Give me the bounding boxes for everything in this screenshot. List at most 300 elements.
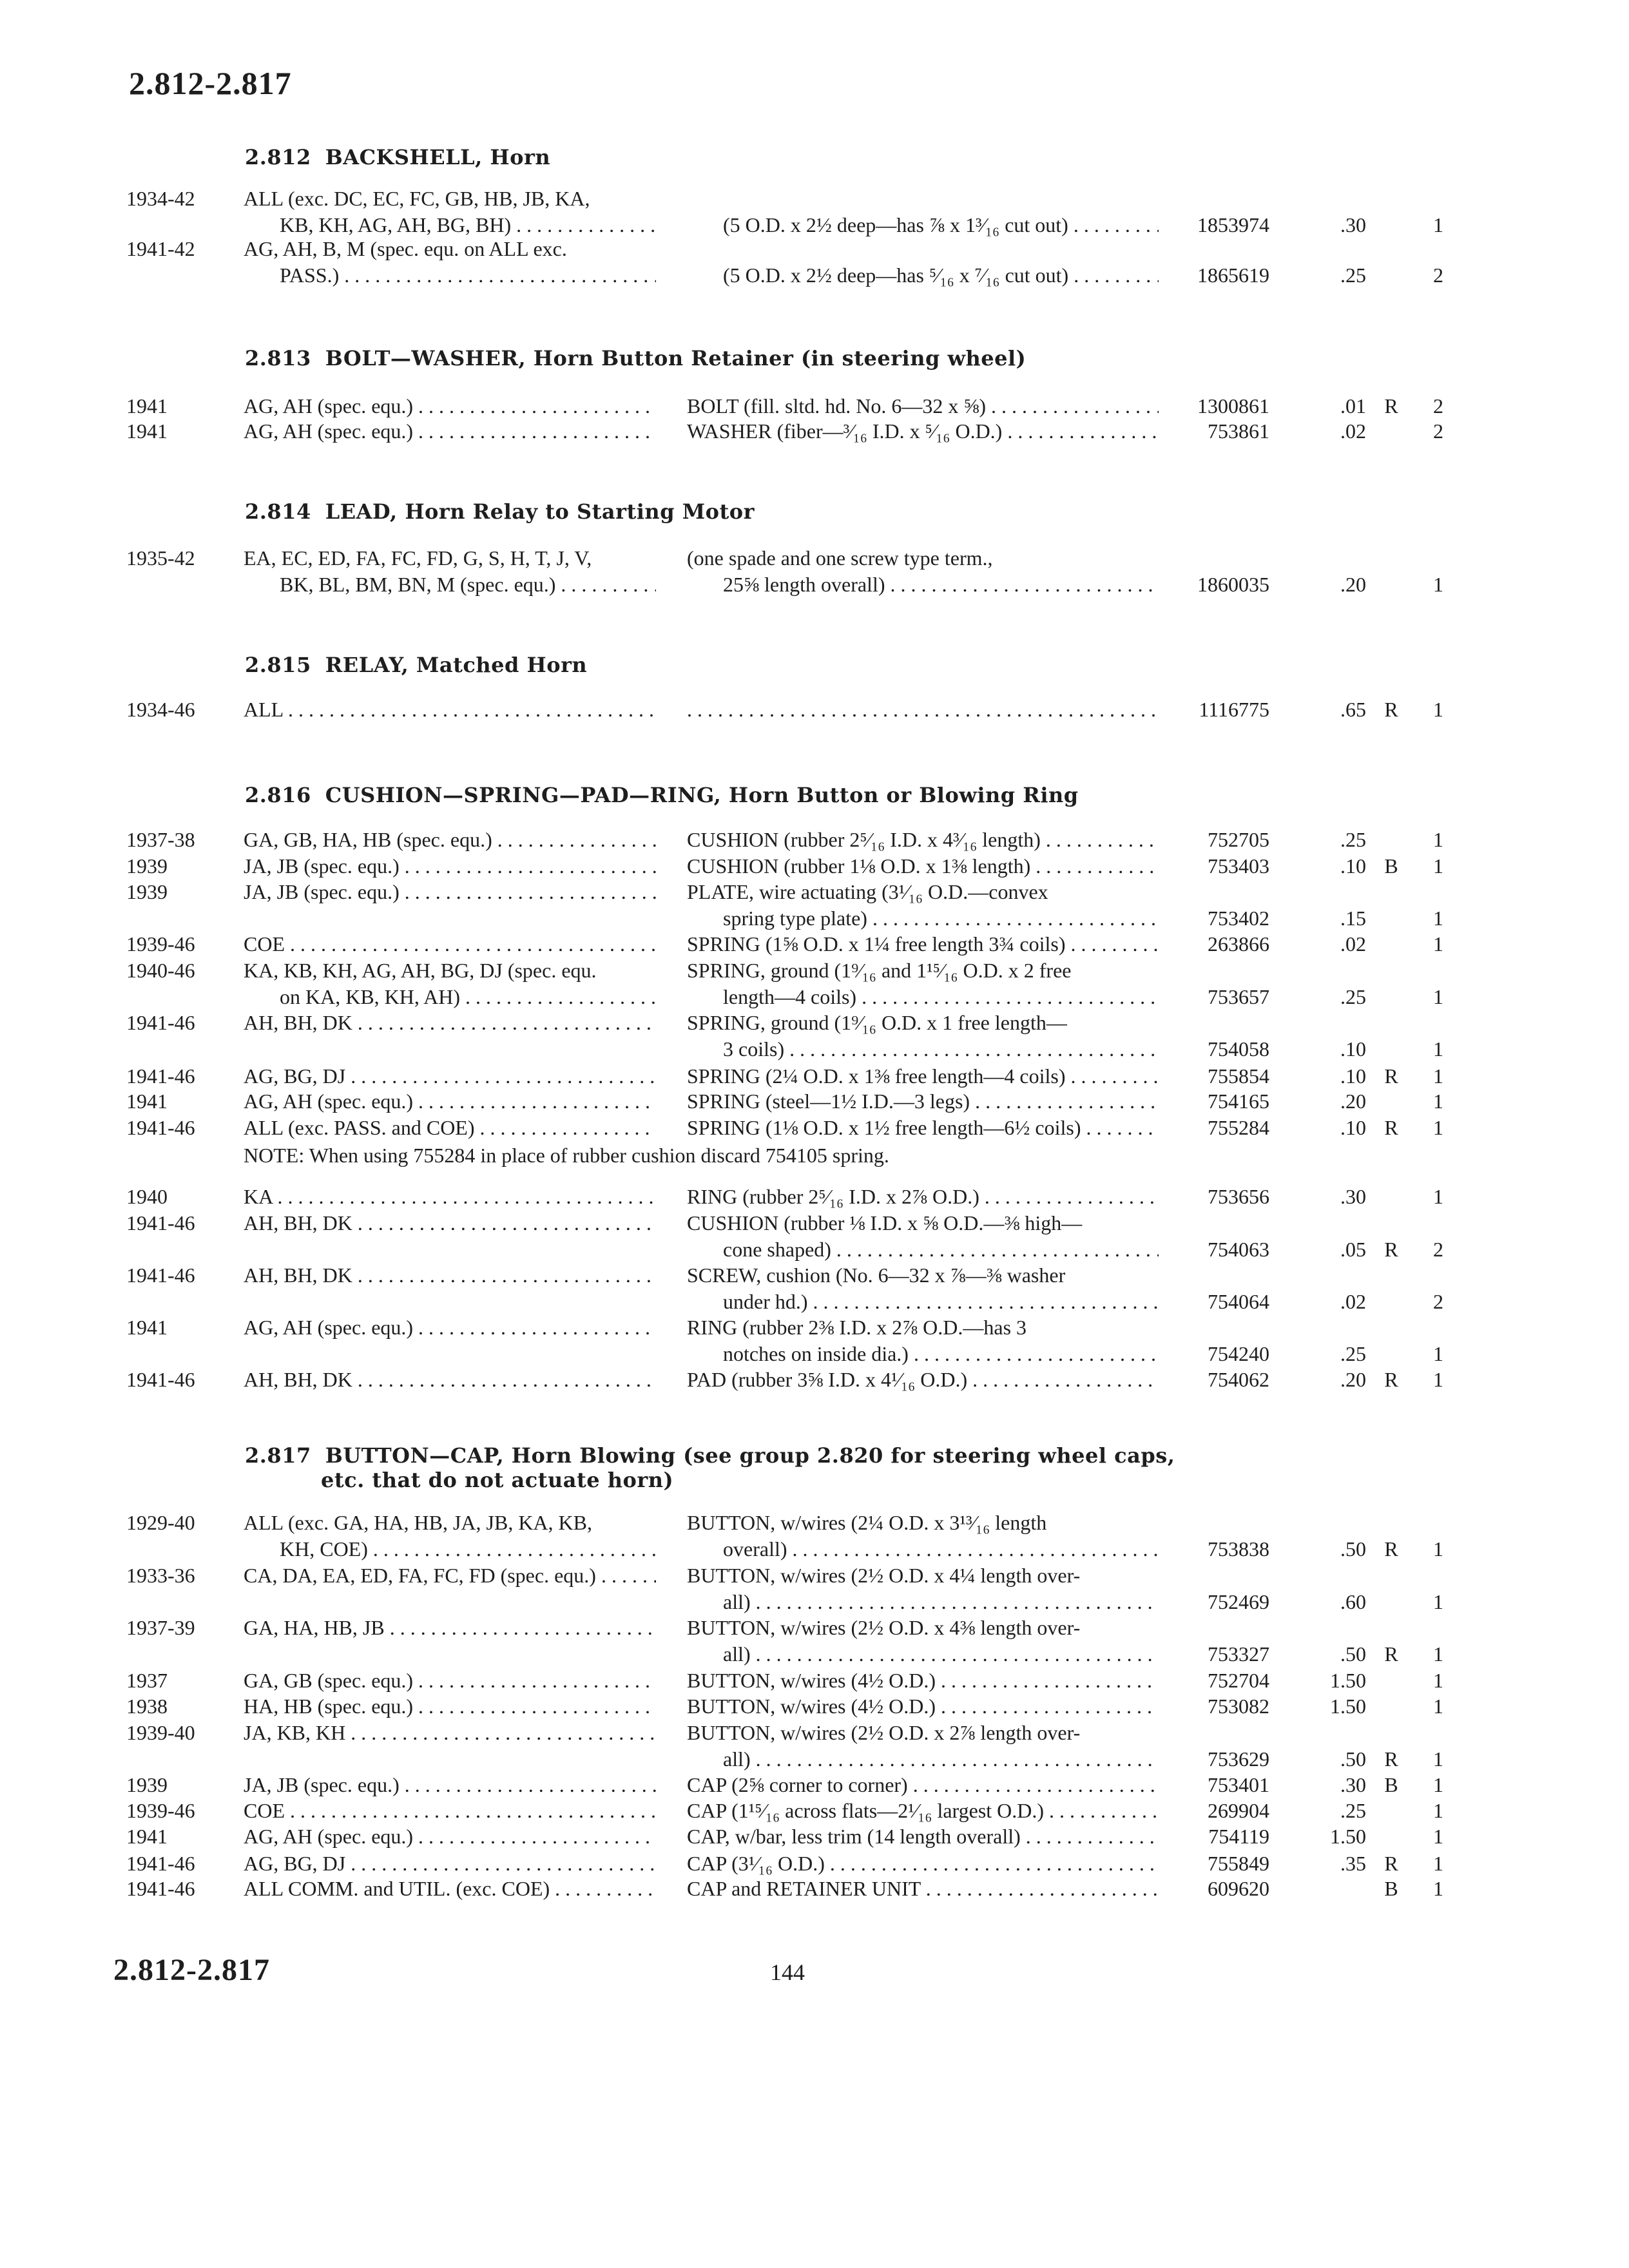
application-line: AG, AH (spec. equ.) . . .	[244, 1825, 656, 1851]
part-number: 754058	[1208, 1037, 1269, 1061]
list-price: .20	[1340, 1368, 1366, 1391]
description-cell	[687, 1564, 1159, 1614]
description-cell	[687, 1064, 1159, 1091]
application-line: AH, BH, DK . . .	[244, 1211, 656, 1238]
application-line: EA, EC, ED, FA, FC, FD, G, S, H, T, J, V,	[244, 546, 592, 570]
list-price: .10	[1340, 1064, 1366, 1088]
code-letter: R	[1384, 1642, 1398, 1666]
application-line: AH, BH, DK . . .	[244, 1368, 656, 1394]
quantity: 1	[1433, 1116, 1443, 1139]
part-number: 752704	[1208, 1669, 1269, 1692]
description-line: BUTTON, w/wires (2¼ O.D. x 3¹³⁄₁₆ length	[687, 1511, 1047, 1534]
quantity: 2	[1433, 1238, 1443, 1261]
application-line: AG, AH (spec. equ.) . . .	[244, 1090, 656, 1116]
application-cell	[244, 959, 656, 1009]
description-cell	[687, 1852, 1159, 1878]
application-line: CA, DA, EA, ED, FA, FC, FD (spec. equ.) . . .	[244, 1564, 656, 1590]
application-cell	[244, 1877, 656, 1903]
application-line: KA, KB, KH, AG, AH, BG, DJ (spec. equ.	[244, 959, 597, 982]
application-cell	[244, 1316, 656, 1342]
code-letter: B	[1384, 1773, 1398, 1796]
application-line: COE . . .	[244, 1799, 656, 1825]
application-cell	[244, 1616, 656, 1642]
page-footer-range: 2.812-2.817	[113, 1953, 270, 1987]
model-year: 1939-46	[126, 1799, 195, 1822]
description-line: WASHER (fiber—³⁄₁₆ I.D. x ⁵⁄₁₆ O.D.) . . .	[687, 419, 1159, 446]
application-line: GA, HA, HB, JB . . .	[244, 1616, 656, 1642]
section-name: LEAD, Horn Relay to Starting Motor	[325, 499, 755, 524]
quantity: 1	[1433, 854, 1443, 878]
list-price: .01	[1340, 394, 1366, 418]
model-year: 1934-46	[126, 698, 195, 721]
application-cell	[244, 1116, 656, 1142]
description-cell	[687, 1773, 1159, 1800]
application-cell	[244, 880, 656, 907]
description-cell	[687, 237, 1159, 287]
section-number: 2.813	[245, 346, 311, 370]
description-line: CUSHION (rubber 1⅛ O.D. x 1⅜ length) . . .	[687, 854, 1159, 881]
description-cell	[687, 1695, 1159, 1721]
model-year: 1941	[126, 1825, 168, 1848]
description-cell	[687, 1316, 1159, 1366]
model-year: 1938	[126, 1695, 168, 1718]
code-letter: B	[1384, 854, 1398, 878]
list-price: 1.50	[1330, 1825, 1366, 1848]
list-price: .25	[1340, 264, 1366, 287]
quantity: 1	[1433, 1669, 1443, 1692]
model-year: 1939	[126, 1773, 168, 1796]
description-cell	[687, 1616, 1159, 1666]
part-number: 1116775	[1199, 698, 1269, 721]
application-cell	[244, 1211, 656, 1238]
application-cell	[244, 1669, 656, 1695]
application-line: AH, BH, DK . . .	[244, 1011, 656, 1037]
application-cell	[244, 1185, 656, 1211]
part-number: 753656	[1208, 1185, 1269, 1208]
quantity: 1	[1433, 1537, 1443, 1561]
model-year: 1941	[126, 1316, 168, 1339]
description-line: SPRING (steel—1½ I.D.—3 legs) . . .	[687, 1090, 1159, 1116]
model-year: 1939	[126, 880, 168, 903]
application-line-cont: KH, COE) . . .	[244, 1537, 656, 1561]
quantity: 1	[1433, 1695, 1443, 1718]
section-name: BOLT—WASHER, Horn Button Retainer (in steering wheel)	[325, 346, 1027, 370]
part-number: 753401	[1208, 1773, 1269, 1796]
description-line: (one spade and one screw type term.,	[687, 546, 993, 570]
description-cell	[687, 1799, 1159, 1825]
code-letter: R	[1384, 1852, 1398, 1875]
application-cell	[244, 1264, 656, 1290]
list-price: 1.50	[1330, 1669, 1366, 1692]
application-cell	[244, 187, 656, 237]
description-line: BUTTON, w/wires (4½ O.D.) . . .	[687, 1669, 1159, 1695]
description-line: SPRING (2¼ O.D. x 1⅜ free length—4 coils) . . .	[687, 1064, 1159, 1091]
quantity: 2	[1433, 419, 1443, 443]
section-title	[245, 1443, 1175, 1492]
quantity: 1	[1433, 985, 1443, 1008]
section-number: 2.815	[245, 653, 311, 677]
application-line-cont: on KA, KB, KH, AH) . . .	[244, 985, 656, 1009]
application-line: AG, BG, DJ . . .	[244, 1852, 656, 1878]
application-cell	[244, 1773, 656, 1800]
description-line: BOLT (fill. sltd. hd. No. 6—32 x ⅝) . . .	[687, 394, 1159, 421]
page-header-range: 2.812-2.817	[129, 65, 292, 101]
part-number: 754062	[1208, 1368, 1269, 1391]
model-year: 1937-39	[126, 1616, 195, 1639]
quantity: 1	[1433, 1799, 1443, 1822]
quantity: 2	[1433, 264, 1443, 287]
quantity: 1	[1433, 1852, 1443, 1875]
model-year: 1941	[126, 419, 168, 443]
part-number: 753327	[1208, 1642, 1269, 1666]
list-price: .02	[1340, 419, 1366, 443]
list-price: .15	[1340, 907, 1366, 930]
list-price: .25	[1340, 1342, 1366, 1365]
description-cell	[687, 1511, 1159, 1561]
model-year: 1939	[126, 854, 168, 878]
description-cell	[687, 959, 1159, 1009]
application-cell	[244, 394, 656, 421]
model-year: 1941-42	[126, 237, 195, 260]
description-cell	[687, 1721, 1159, 1771]
application-line: AG, AH (spec. equ.) . . .	[244, 419, 656, 446]
section-title	[245, 145, 550, 169]
section-number: 2.814	[245, 499, 311, 524]
application-line: JA, JB (spec. equ.) . . .	[244, 854, 656, 881]
description-cell	[687, 1368, 1159, 1394]
part-number: 263866	[1208, 932, 1269, 956]
application-cell	[244, 1090, 656, 1116]
code-letter: R	[1384, 394, 1398, 418]
quantity: 1	[1433, 1590, 1443, 1613]
list-price: .30	[1340, 1773, 1366, 1796]
part-number: 1865619	[1197, 264, 1269, 287]
part-number: 755284	[1208, 1116, 1269, 1139]
description-cell	[687, 1264, 1159, 1314]
application-line: AH, BH, DK . . .	[244, 1264, 656, 1290]
part-number: 753402	[1208, 907, 1269, 930]
description-line: RING (rubber 2⅜ I.D. x 2⅞ O.D.—has 3	[687, 1316, 1027, 1339]
list-price: .20	[1340, 1090, 1366, 1113]
application-cell	[244, 1368, 656, 1394]
code-letter: R	[1384, 1064, 1398, 1088]
model-year: 1935-42	[126, 546, 195, 570]
description-cell	[687, 394, 1159, 421]
part-number: 754119	[1208, 1825, 1269, 1848]
description-line: BUTTON, w/wires (2½ O.D. x 4¼ length over-	[687, 1564, 1081, 1587]
application-cell	[244, 1721, 656, 1747]
description-cell	[687, 1877, 1159, 1903]
application-line: GA, GB (spec. equ.) . . .	[244, 1669, 656, 1695]
part-number: 753082	[1208, 1695, 1269, 1718]
list-price: .35	[1340, 1852, 1366, 1875]
code-letter: B	[1384, 1877, 1398, 1900]
description-line: CAP and RETAINER UNIT . . .	[687, 1877, 1159, 1903]
application-line: JA, JB (spec. equ.) . . .	[244, 1773, 656, 1800]
section-number: 2.817	[245, 1443, 311, 1468]
application-cell	[244, 1011, 656, 1037]
quantity: 1	[1433, 213, 1443, 236]
description-line: CAP (2⅝ corner to corner) . . .	[687, 1773, 1159, 1800]
application-line-cont: KB, KH, AG, AH, BG, BH) . . .	[244, 213, 656, 237]
code-letter: R	[1384, 1368, 1398, 1391]
page-number: 144	[770, 1959, 805, 1985]
application-line: HA, HB (spec. equ.) . . .	[244, 1695, 656, 1721]
part-number: 752469	[1208, 1590, 1269, 1613]
application-cell	[244, 1564, 656, 1590]
description-spacer	[687, 237, 1159, 264]
quantity: 1	[1433, 932, 1443, 956]
application-line-cont: BK, BL, BM, BN, M (spec. equ.) . . .	[244, 573, 656, 597]
quantity: 1	[1433, 1368, 1443, 1391]
model-year: 1929-40	[126, 1511, 195, 1534]
code-letter: R	[1384, 698, 1398, 721]
description-line: CUSHION (rubber ⅛ I.D. x ⅝ O.D.—⅜ high—	[687, 1211, 1083, 1235]
description-cell	[687, 1669, 1159, 1695]
part-number: 753861	[1208, 419, 1269, 443]
section-name: BACKSHELL, Horn	[325, 145, 551, 169]
description-line: SCREW, cushion (No. 6—32 x ⅞—⅜ washer	[687, 1264, 1066, 1287]
application-cell	[244, 1064, 656, 1091]
quantity: 1	[1433, 573, 1443, 596]
quantity: 1	[1433, 907, 1443, 930]
application-line-cont: PASS.) . . .	[244, 264, 656, 287]
description-line-cont: spring type plate) . . .	[687, 907, 1159, 930]
quantity: 1	[1433, 1825, 1443, 1848]
list-price: .10	[1340, 854, 1366, 878]
section-number: 2.816	[245, 783, 311, 807]
model-year: 1941-46	[126, 1116, 195, 1139]
part-number: 609620	[1208, 1877, 1269, 1900]
description-cell	[687, 932, 1159, 959]
list-price: .20	[1340, 573, 1366, 596]
model-year: 1934-42	[126, 187, 195, 210]
section-name: BUTTON—CAP, Horn Blowing (see group 2.820 for steering wheel caps,	[325, 1443, 1175, 1468]
application-cell	[244, 237, 656, 287]
model-year: 1941-46	[126, 1064, 195, 1088]
section-name-cont: etc. that do not actuate horn)	[321, 1468, 674, 1492]
application-line: AG, AH (spec. equ.) . . .	[244, 1316, 656, 1342]
description-line-cont: overall) . . .	[687, 1537, 1159, 1561]
part-number: 754063	[1208, 1238, 1269, 1261]
description-cell	[687, 698, 1159, 724]
quantity: 1	[1433, 698, 1443, 721]
application-line: JA, KB, KH . . .	[244, 1721, 656, 1747]
list-price: .10	[1340, 1037, 1366, 1061]
list-price: .25	[1340, 985, 1366, 1008]
description-line: SPRING (1⅛ O.D. x 1½ free length—6½ coils) . . .	[687, 1116, 1159, 1142]
code-letter: R	[1384, 1116, 1398, 1139]
application-line: JA, JB (spec. equ.) . . .	[244, 880, 656, 907]
list-price: 1.50	[1330, 1695, 1366, 1718]
description-cell	[687, 1211, 1159, 1262]
application-cell	[244, 828, 656, 854]
section-name: RELAY, Matched Horn	[325, 653, 588, 677]
part-number: 752705	[1208, 828, 1269, 851]
section-title	[245, 653, 587, 677]
part-number: 754240	[1208, 1342, 1269, 1365]
model-year: 1937-38	[126, 828, 195, 851]
description-line: SPRING, ground (1⁹⁄₁₆ and 1¹⁵⁄₁₆ O.D. x 2 free	[687, 959, 1072, 982]
description-line-cont: cone shaped) . . .	[687, 1238, 1159, 1262]
quantity: 1	[1433, 1037, 1443, 1061]
part-number: 753629	[1208, 1747, 1269, 1771]
description-line-cont: 3 coils) . . .	[687, 1037, 1159, 1061]
part-number: 755854	[1208, 1064, 1269, 1088]
model-year: 1941-46	[126, 1368, 195, 1391]
application-cell	[244, 932, 656, 959]
description-cell	[687, 1011, 1159, 1061]
list-price: .50	[1340, 1642, 1366, 1666]
quantity: 1	[1433, 1090, 1443, 1113]
application-line: COE . . .	[244, 932, 656, 959]
section-title	[245, 783, 1079, 807]
application-line: AG, AH (spec. equ.) . . .	[244, 394, 656, 421]
description-cell	[687, 1116, 1159, 1142]
part-number: 1300861	[1197, 394, 1269, 418]
quantity: 1	[1433, 1877, 1443, 1900]
description-cell	[687, 419, 1159, 446]
description-line-cont: (5 O.D. x 2½ deep—has ⅞ x 1³⁄₁₆ cut out) . . .	[687, 213, 1159, 237]
section-name: CUSHION—SPRING—PAD—RING, Horn Button or Blowing Ring	[325, 783, 1079, 807]
code-letter: R	[1384, 1537, 1398, 1561]
model-year: 1941-46	[126, 1011, 195, 1034]
quantity: 1	[1433, 1342, 1443, 1365]
application-cell	[244, 1852, 656, 1878]
quantity: 1	[1433, 1185, 1443, 1208]
part-number: 1853974	[1197, 213, 1269, 236]
description-line: CAP (3¹⁄₁₆ O.D.) . . .	[687, 1852, 1159, 1878]
description-line-cont: length—4 coils) . . .	[687, 985, 1159, 1009]
description-line-cont: notches on inside dia.) . . .	[687, 1342, 1159, 1366]
description-leader	[687, 698, 1159, 724]
application-cell	[244, 546, 656, 597]
part-number: 753403	[1208, 854, 1269, 878]
application-line: AG, BG, DJ . . .	[244, 1064, 656, 1091]
application-line: ALL COMM. and UTIL. (exc. COE) . . .	[244, 1877, 656, 1903]
part-number: 753838	[1208, 1537, 1269, 1561]
quantity: 1	[1433, 1747, 1443, 1771]
description-cell	[687, 187, 1159, 237]
quantity: 2	[1433, 394, 1443, 418]
model-year: 1941-46	[126, 1211, 195, 1235]
application-cell	[244, 1799, 656, 1825]
description-line-cont: all) . . .	[687, 1642, 1159, 1666]
quantity: 1	[1433, 1064, 1443, 1088]
application-line: ALL (exc. DC, EC, FC, GB, HB, JB, KA,	[244, 187, 590, 210]
code-letter: R	[1384, 1238, 1398, 1261]
description-line: PAD (rubber 3⅝ I.D. x 4¹⁄₁₆ O.D.) . . .	[687, 1368, 1159, 1394]
application-line: ALL (exc. PASS. and COE) . . .	[244, 1116, 656, 1142]
description-line-cont: all) . . .	[687, 1590, 1159, 1614]
section-note: NOTE: When using 755284 in place of rubber cushion discard 754105 spring.	[244, 1144, 889, 1167]
model-year: 1940-46	[126, 959, 195, 982]
description-cell	[687, 1185, 1159, 1211]
list-price: .05	[1340, 1238, 1366, 1261]
part-number: 753657	[1208, 985, 1269, 1008]
application-line: AG, AH, B, M (spec. equ. on ALL exc.	[244, 237, 567, 260]
list-price: .10	[1340, 1116, 1366, 1139]
description-cell	[687, 1825, 1159, 1851]
model-year: 1939-46	[126, 932, 195, 956]
application-cell	[244, 419, 656, 446]
list-price: .30	[1340, 213, 1366, 236]
application-line: KA . . .	[244, 1185, 656, 1211]
list-price: .65	[1340, 698, 1366, 721]
application-cell	[244, 698, 656, 724]
description-line-cont: all) . . .	[687, 1747, 1159, 1771]
model-year: 1941	[126, 1090, 168, 1113]
description-line: BUTTON, w/wires (2½ O.D. x 2⅞ length over-	[687, 1721, 1081, 1744]
model-year: 1941-46	[126, 1852, 195, 1875]
list-price: .50	[1340, 1537, 1366, 1561]
list-price: .02	[1340, 1290, 1366, 1313]
quantity: 2	[1433, 1290, 1443, 1313]
description-line: CUSHION (rubber 2⁵⁄₁₆ I.D. x 4³⁄₁₆ length) . . .	[687, 828, 1159, 854]
description-line: BUTTON, w/wires (2½ O.D. x 4⅜ length over-	[687, 1616, 1081, 1639]
description-line: BUTTON, w/wires (4½ O.D.) . . .	[687, 1695, 1159, 1721]
section-title	[245, 499, 755, 524]
description-line: RING (rubber 2⁵⁄₁₆ I.D. x 2⅞ O.D.) . . .	[687, 1185, 1159, 1211]
part-number: 754165	[1208, 1090, 1269, 1113]
list-price: .25	[1340, 828, 1366, 851]
description-line-cont: 25⅝ length overall) . . .	[687, 573, 1159, 597]
part-number: 755849	[1208, 1852, 1269, 1875]
model-year: 1939-40	[126, 1721, 195, 1744]
application-cell	[244, 854, 656, 881]
list-price: .60	[1340, 1590, 1366, 1613]
description-line: CAP (1¹⁵⁄₁₆ across flats—2¹⁄₁₆ largest O.D.) . . .	[687, 1799, 1159, 1825]
model-year: 1941-46	[126, 1264, 195, 1287]
application-line: ALL . . .	[244, 698, 656, 724]
section-number: 2.812	[245, 145, 311, 169]
description-cell	[687, 854, 1159, 881]
list-price: .30	[1340, 1185, 1366, 1208]
application-line: ALL (exc. GA, HA, HB, JA, JB, KA, KB,	[244, 1511, 592, 1534]
quantity: 1	[1433, 1642, 1443, 1666]
application-cell	[244, 1511, 656, 1561]
description-cell	[687, 546, 1159, 597]
model-year: 1937	[126, 1669, 168, 1692]
description-line: SPRING, ground (1⁹⁄₁₆ O.D. x 1 free length—	[687, 1011, 1067, 1034]
description-line-cont: (5 O.D. x 2½ deep—has ⁵⁄₁₆ x ⁷⁄₁₆ cut out) . . .	[687, 264, 1159, 287]
description-spacer	[687, 187, 1159, 213]
list-price: .25	[1340, 1799, 1366, 1822]
application-cell	[244, 1695, 656, 1721]
description-cell	[687, 1090, 1159, 1116]
description-line: SPRING (1⅝ O.D. x 1¼ free length 3¾ coils) . . .	[687, 932, 1159, 959]
description-line: PLATE, wire actuating (3¹⁄₁₆ O.D.—convex	[687, 880, 1048, 903]
code-letter: R	[1384, 1747, 1398, 1771]
description-line-cont: under hd.) . . .	[687, 1290, 1159, 1314]
section-title	[245, 346, 1026, 370]
quantity: 1	[1433, 828, 1443, 851]
application-line: GA, GB, HA, HB (spec. equ.) . . .	[244, 828, 656, 854]
part-number: 754064	[1208, 1290, 1269, 1313]
application-cell	[244, 1825, 656, 1851]
description-cell	[687, 828, 1159, 854]
model-year: 1941	[126, 394, 168, 418]
description-line: CAP, w/bar, less trim (14 length overall) . . .	[687, 1825, 1159, 1851]
list-price: .02	[1340, 932, 1366, 956]
model-year: 1941-46	[126, 1877, 195, 1900]
part-number: 269904	[1208, 1799, 1269, 1822]
quantity: 1	[1433, 1773, 1443, 1796]
model-year: 1940	[126, 1185, 168, 1208]
description-cell	[687, 880, 1159, 930]
part-number: 1860035	[1197, 573, 1269, 596]
list-price: .50	[1340, 1747, 1366, 1771]
